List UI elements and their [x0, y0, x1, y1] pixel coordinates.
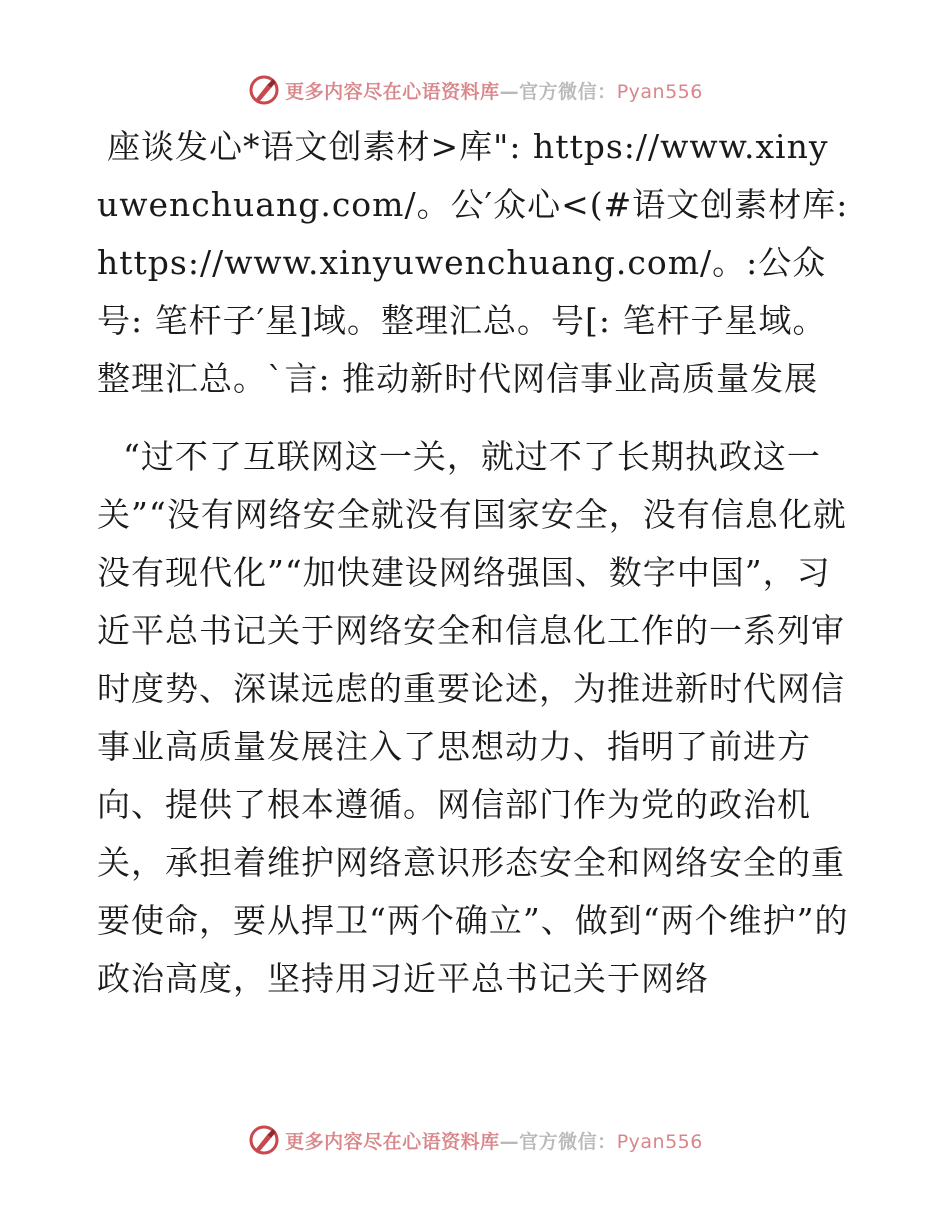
- document-body: [97, 118, 849, 1008]
- paragraph-1: 座谈发心*语文创素材>库": https://www.xinyuwenchuang.com/。公′众心<(#语文创素材库: https://www.xinyuwenchuang.com/。:公众号: 笔杆子′星]域。整理汇总。号[: 笔杆子星域。整理汇总。`言: 推动新时代网信事业高质量发展: [97, 127, 849, 398]
- header-banner-wechat-label: 官方微信：: [519, 80, 617, 103]
- header-banner-site: 更多内容尽在心语资料库: [285, 80, 500, 103]
- footer-banner-wechat-id: Pyan556: [616, 1130, 703, 1153]
- header-banner: [0, 70, 950, 110]
- header-banner-wechat-id: Pyan556: [616, 80, 703, 103]
- header-banner-dash: —: [499, 80, 520, 103]
- header-banner-text: [285, 77, 703, 104]
- footer-banner-text: [285, 1127, 703, 1154]
- paragraph-2: “过不了互联网这一关，就过不了长期执政这一关”“没有网络安全就没有国家安全，没有信息化就没有现代化”“加快建设网络强国、数字中国”，习近平总书记关于网络安全和信息化工作的一系列审时度势、深谋远虑的重要论述，为推进新时代网信事业高质量发展注入了思想动力、指明了前进方向、提供了根本遵循。网信部门作为党的政治机关，承担着维护网络意识形态安全和网络安全的重要使命，要从捍卫“两个确立”、做到“两个维护”的政治高度，坚持用习近平总书记关于网络: [97, 437, 849, 998]
- footer-banner-wechat-label: 官方微信：: [519, 1130, 617, 1153]
- footer-banner-site: 更多内容尽在心语资料库: [285, 1130, 500, 1153]
- footer-banner: [0, 1120, 950, 1160]
- pen-nib-logo-icon: [247, 1123, 281, 1157]
- footer-banner-dash: —: [499, 1130, 520, 1153]
- pen-nib-logo-icon: [247, 73, 281, 107]
